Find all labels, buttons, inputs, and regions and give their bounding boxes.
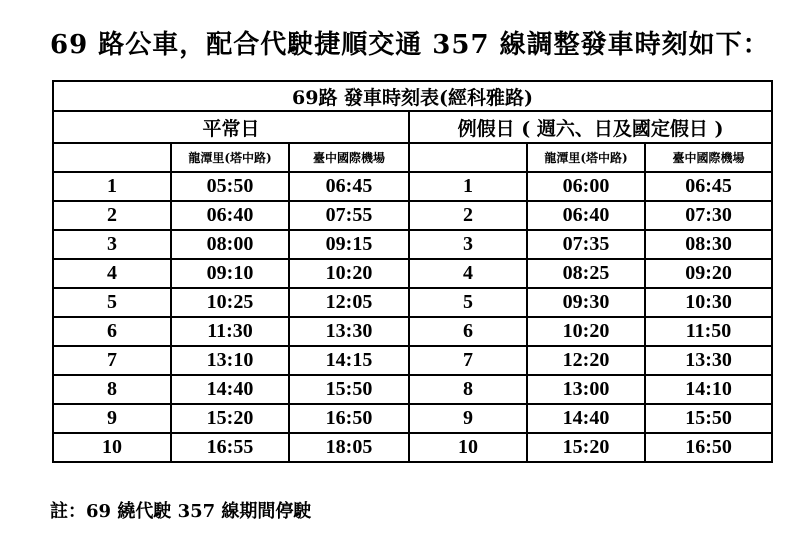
holiday-departure-time: 06:40 <box>527 201 645 230</box>
weekday-departure-time: 14:40 <box>171 375 289 404</box>
weekday-arrival-time: 07:55 <box>289 201 409 230</box>
weekday-trip-number: 8 <box>53 375 171 404</box>
weekday-departure-time: 15:20 <box>171 404 289 433</box>
holiday-arrival-time: 15:50 <box>645 404 772 433</box>
weekday-trip-number: 7 <box>53 346 171 375</box>
holiday-arrival-time: 07:30 <box>645 201 772 230</box>
table-row <box>53 375 772 404</box>
holiday-arrival-time: 08:30 <box>645 230 772 259</box>
weekday-trip-number: 1 <box>53 172 171 201</box>
weekday-arrival-time: 06:45 <box>289 172 409 201</box>
table-row <box>53 259 772 288</box>
holiday-trip-number: 8 <box>409 375 527 404</box>
holiday-number-header <box>409 143 527 172</box>
table-row <box>53 288 772 317</box>
weekday-arrival-time: 13:30 <box>289 317 409 346</box>
weekday-departure-time: 08:00 <box>171 230 289 259</box>
weekday-trip-number: 4 <box>53 259 171 288</box>
service-group-row <box>53 111 772 143</box>
timetable-title-row <box>53 81 772 111</box>
weekday-number-header <box>53 143 171 172</box>
holiday-arrival-time: 09:20 <box>645 259 772 288</box>
holiday-destination-stop: 臺中國際機場 <box>645 143 772 172</box>
page-headline: 69 路公車，配合代駛捷順交通 357 線調整發車時刻如下： <box>50 30 770 60</box>
table-row <box>53 433 772 462</box>
weekday-trip-number: 3 <box>53 230 171 259</box>
weekday-departure-time: 13:10 <box>171 346 289 375</box>
holiday-trip-number: 1 <box>409 172 527 201</box>
holiday-trip-number: 6 <box>409 317 527 346</box>
holiday-departure-time: 12:20 <box>527 346 645 375</box>
holiday-departure-time: 09:30 <box>527 288 645 317</box>
holiday-departure-time: 08:25 <box>527 259 645 288</box>
table-row <box>53 201 772 230</box>
holiday-arrival-time: 10:30 <box>645 288 772 317</box>
weekday-origin-stop: 龍潭里(塔中路) <box>171 143 289 172</box>
holiday-trip-number: 10 <box>409 433 527 462</box>
holiday-departure-time: 06:00 <box>527 172 645 201</box>
holiday-trip-number: 3 <box>409 230 527 259</box>
footnote: 註：69 繞代駛 357 線期間停駛 <box>50 501 312 522</box>
weekday-arrival-time: 16:50 <box>289 404 409 433</box>
weekday-arrival-time: 10:20 <box>289 259 409 288</box>
table-row <box>53 317 772 346</box>
holiday-departure-time: 10:20 <box>527 317 645 346</box>
holiday-arrival-time: 14:10 <box>645 375 772 404</box>
holiday-trip-number: 5 <box>409 288 527 317</box>
table-row <box>53 346 772 375</box>
holiday-arrival-time: 11:50 <box>645 317 772 346</box>
holiday-trip-number: 9 <box>409 404 527 433</box>
weekday-arrival-time: 12:05 <box>289 288 409 317</box>
weekday-arrival-time: 15:50 <box>289 375 409 404</box>
holiday-header: 例假日 ( 週六、日及國定假日 ) <box>409 111 772 143</box>
table-row <box>53 230 772 259</box>
weekday-trip-number: 10 <box>53 433 171 462</box>
weekday-departure-time: 05:50 <box>171 172 289 201</box>
holiday-departure-time: 14:40 <box>527 404 645 433</box>
holiday-arrival-time: 13:30 <box>645 346 772 375</box>
weekday-destination-stop: 臺中國際機場 <box>289 143 409 172</box>
timetable-body <box>53 81 772 462</box>
weekday-departure-time: 10:25 <box>171 288 289 317</box>
weekday-departure-time: 06:40 <box>171 201 289 230</box>
holiday-trip-number: 4 <box>409 259 527 288</box>
holiday-trip-number: 7 <box>409 346 527 375</box>
holiday-departure-time: 13:00 <box>527 375 645 404</box>
table-row <box>53 404 772 433</box>
weekday-departure-time: 16:55 <box>171 433 289 462</box>
weekday-trip-number: 6 <box>53 317 171 346</box>
holiday-arrival-time: 06:45 <box>645 172 772 201</box>
stop-header-row <box>53 143 772 172</box>
holiday-trip-number: 2 <box>409 201 527 230</box>
holiday-departure-time: 15:20 <box>527 433 645 462</box>
table-row <box>53 172 772 201</box>
weekday-trip-number: 9 <box>53 404 171 433</box>
holiday-origin-stop: 龍潭里(塔中路) <box>527 143 645 172</box>
holiday-departure-time: 07:35 <box>527 230 645 259</box>
weekday-header: 平常日 <box>53 111 409 143</box>
weekday-arrival-time: 14:15 <box>289 346 409 375</box>
weekday-departure-time: 09:10 <box>171 259 289 288</box>
weekday-trip-number: 2 <box>53 201 171 230</box>
weekday-trip-number: 5 <box>53 288 171 317</box>
timetable <box>52 80 773 463</box>
weekday-arrival-time: 18:05 <box>289 433 409 462</box>
holiday-arrival-time: 16:50 <box>645 433 772 462</box>
timetable-title: 69路 發車時刻表(經科雅路) <box>53 81 772 111</box>
weekday-arrival-time: 09:15 <box>289 230 409 259</box>
weekday-departure-time: 11:30 <box>171 317 289 346</box>
